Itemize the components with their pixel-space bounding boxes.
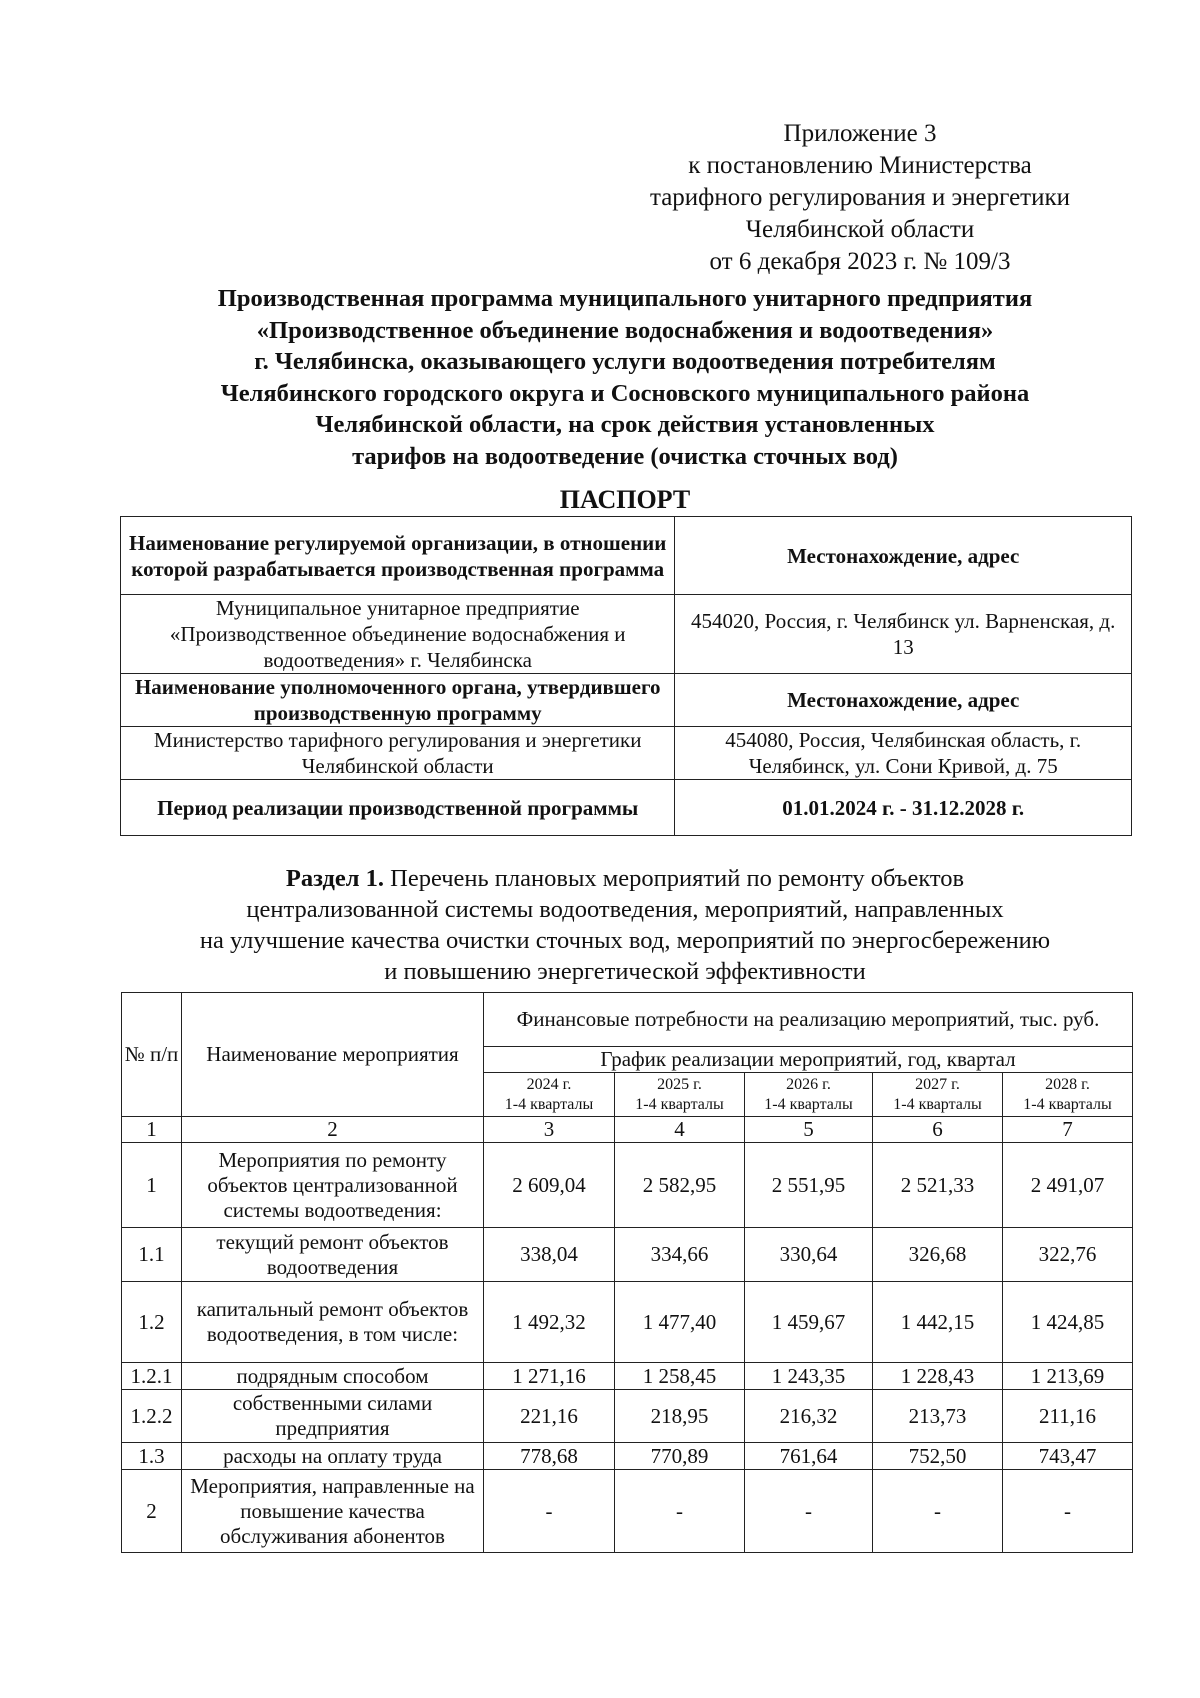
row-value: 326,68	[873, 1228, 1003, 1282]
row-name: подрядным способом	[182, 1363, 484, 1390]
table-row	[122, 1470, 1133, 1553]
row-value: -	[873, 1470, 1003, 1553]
row-value: 213,73	[873, 1390, 1003, 1443]
table-row	[122, 1390, 1133, 1443]
passport-heading: ПАСПОРТ	[559, 485, 691, 514]
row-value: 752,50	[873, 1443, 1003, 1470]
row-value: 1 442,15	[873, 1282, 1003, 1363]
passport-table	[120, 516, 1132, 836]
section-text: Перечень плановых мероприятий по ремонту объектов	[384, 865, 965, 892]
appendix-line: от 6 декабря 2023 г. № 109/3	[709, 248, 1011, 275]
row-value: 761,64	[745, 1443, 873, 1470]
row-value: 1 477,40	[615, 1282, 745, 1363]
section-line	[100, 863, 1150, 894]
row-value: 1 213,69	[1003, 1363, 1133, 1390]
section-line: централизованной системы водоотведения, мероприятий, направленных	[246, 896, 1004, 923]
row-value: 330,64	[745, 1228, 873, 1282]
passport-row	[121, 727, 1132, 780]
row-num: 1.2.1	[122, 1363, 182, 1390]
row-value: 2 582,95	[615, 1143, 745, 1228]
row-num: 1.2	[122, 1282, 182, 1363]
passport-cell-value: Местонахождение, адрес	[675, 674, 1132, 727]
table-row	[122, 1443, 1133, 1470]
passport-cell-label: Муниципальное унитарное предприятие «Производственное объединение водоснабжения и водоотведения» г. Челябинска	[121, 595, 675, 674]
table-row	[122, 1282, 1133, 1363]
row-value: 211,16	[1003, 1390, 1133, 1443]
row-num: 1.3	[122, 1443, 182, 1470]
row-name: текущий ремонт объектов водоотведения	[182, 1228, 484, 1282]
appendix-line: Челябинской области	[745, 216, 975, 243]
row-value: 2 551,95	[745, 1143, 873, 1228]
row-value: -	[745, 1470, 873, 1553]
column-number: 2	[182, 1117, 484, 1143]
row-value: 216,32	[745, 1390, 873, 1443]
row-value: 2 491,07	[1003, 1143, 1133, 1228]
title-line: Производственная программа муниципального унитарного предприятия	[217, 285, 1033, 312]
row-name: Мероприятия по ремонту объектов централизованной системы водоотведения:	[182, 1143, 484, 1228]
row-num: 1.1	[122, 1228, 182, 1282]
row-value: 1 271,16	[484, 1363, 615, 1390]
title-line: тарифов на водоотведение (очистка сточных вод)	[352, 442, 898, 470]
passport-cell-label: Министерство тарифного регулирования и энергетики Челябинской области	[121, 727, 675, 780]
appendix-line: к постановлению Министерства	[688, 152, 1032, 179]
passport-cell-value: 454080, Россия, Челябинская область, г. Челябинск, ул. Сони Кривой, д. 75	[675, 727, 1132, 780]
row-value: 2 521,33	[873, 1143, 1003, 1228]
table-row	[122, 1143, 1133, 1228]
row-value: -	[1003, 1470, 1133, 1553]
passport-row	[121, 780, 1132, 836]
section-1-heading	[100, 863, 1150, 987]
row-value: 221,16	[484, 1390, 615, 1443]
appendix-line: Приложение 3	[783, 120, 937, 147]
row-num: 1	[122, 1143, 182, 1228]
row-value: 218,95	[615, 1390, 745, 1443]
header-year: 2024 г. 1-4 кварталы	[484, 1073, 615, 1117]
column-number: 1	[122, 1117, 182, 1143]
row-name: капитальный ремонт объектов водоотведения, в том числе:	[182, 1282, 484, 1363]
passport-cell-label: Наименование уполномоченного органа, утвердившего производственную программу	[121, 674, 675, 727]
header-year: 2027 г. 1-4 кварталы	[873, 1073, 1003, 1117]
row-name: Мероприятия, направленные на повышение качества обслуживания абонентов	[182, 1470, 484, 1553]
section-line: и повышению энергетической эффективности	[384, 958, 866, 985]
header-num: № п/п	[122, 993, 182, 1117]
passport-row	[121, 595, 1132, 674]
title-line: Челябинского городского округа и Сосновского муниципального района	[220, 379, 1030, 407]
header-year: 2026 г. 1-4 кварталы	[745, 1073, 873, 1117]
column-number: 4	[615, 1117, 745, 1143]
events-table	[121, 992, 1133, 1553]
passport-row	[121, 517, 1132, 595]
header-row	[122, 993, 1133, 1047]
row-value: 1 258,45	[615, 1363, 745, 1390]
table-row	[122, 1228, 1133, 1282]
passport-cell-label: Наименование регулируемой организации, в отношении которой разрабатывается производственная программа	[121, 517, 675, 595]
passport-cell-value: Местонахождение, адрес	[675, 517, 1132, 595]
row-value: 770,89	[615, 1443, 745, 1470]
row-num: 1.2.2	[122, 1390, 182, 1443]
title-line: Челябинской области, на срок действия установленных	[315, 411, 935, 438]
row-name: собственными силами предприятия	[182, 1390, 484, 1443]
row-value: 1 459,67	[745, 1282, 873, 1363]
section-label: Раздел 1.	[285, 865, 384, 892]
passport-cell-label: Период реализации производственной программы	[121, 780, 675, 836]
title-line: г. Челябинска, оказывающего услуги водоотведения потребителям	[254, 348, 996, 375]
document-title	[100, 283, 1150, 472]
appendix-line: тарифного регулирования и энергетики	[649, 184, 1071, 211]
row-value: 778,68	[484, 1443, 615, 1470]
row-value: -	[484, 1470, 615, 1553]
appendix-header	[620, 118, 1100, 278]
header-name: Наименование мероприятия	[182, 993, 484, 1117]
row-value: 338,04	[484, 1228, 615, 1282]
header-finance: Финансовые потребности на реализацию мероприятий, тыс. руб.	[484, 993, 1133, 1047]
column-number: 5	[745, 1117, 873, 1143]
row-value: 322,76	[1003, 1228, 1133, 1282]
column-number: 7	[1003, 1117, 1133, 1143]
header-year: 2028 г. 1-4 кварталы	[1003, 1073, 1133, 1117]
column-number: 3	[484, 1117, 615, 1143]
row-name: расходы на оплату труда	[182, 1443, 484, 1470]
row-value: -	[615, 1470, 745, 1553]
row-value: 743,47	[1003, 1443, 1133, 1470]
row-value: 334,66	[615, 1228, 745, 1282]
column-number: 6	[873, 1117, 1003, 1143]
header-year: 2025 г. 1-4 кварталы	[615, 1073, 745, 1117]
row-value: 1 243,35	[745, 1363, 873, 1390]
passport-cell-value: 454020, Россия, г. Челябинск ул. Варненская, д. 13	[675, 595, 1132, 674]
title-line: «Производственное объединение водоснабжения и водоотведения»	[256, 316, 994, 344]
passport-cell-value: 01.01.2024 г. - 31.12.2028 г.	[675, 780, 1132, 836]
row-num: 2	[122, 1470, 182, 1553]
section-line: на улучшение качества очистки сточных вод, мероприятий по энергосбережению	[199, 927, 1051, 954]
row-value: 1 228,43	[873, 1363, 1003, 1390]
passport-row	[121, 674, 1132, 727]
table-row	[122, 1363, 1133, 1390]
column-numbers-row	[122, 1117, 1133, 1143]
row-value: 2 609,04	[484, 1143, 615, 1228]
row-value: 1 424,85	[1003, 1282, 1133, 1363]
header-schedule: График реализации мероприятий, год, квартал	[484, 1047, 1133, 1073]
row-value: 1 492,32	[484, 1282, 615, 1363]
